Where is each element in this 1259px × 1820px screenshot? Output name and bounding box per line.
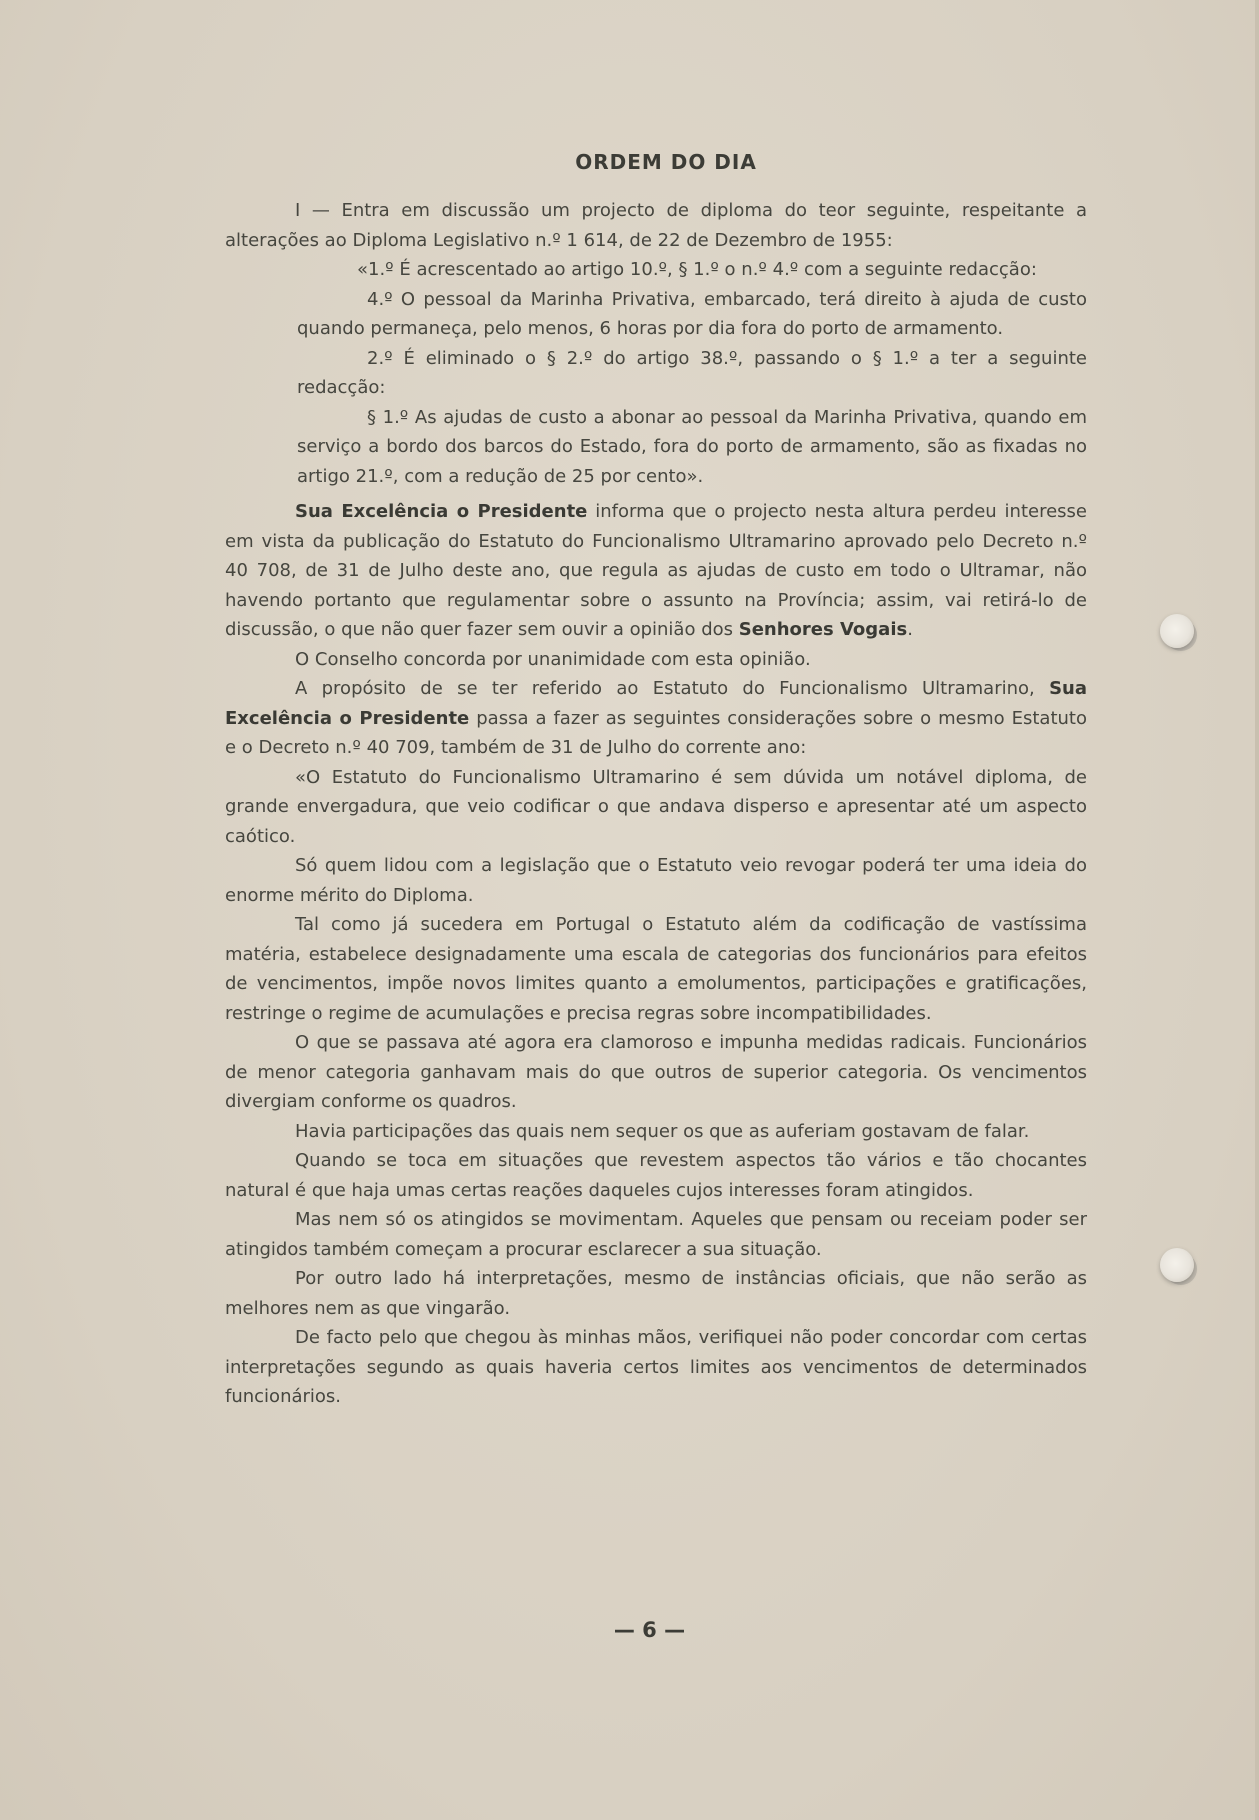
considerations-text-2: passa a fazer as seguintes considerações sobre o mesmo Estatuto e o Decreto n.º 40 709, também de 31 de Julho do corrente ano:	[225, 707, 1088, 758]
document-body	[225, 150, 1087, 1412]
quote-paragraph-3: 2.º É eliminado o § 2.º do artigo 38.º, passando o § 1.º a ter a seguinte redacção:	[297, 347, 1087, 398]
speech-paragraph: Por outro lado há interpretações, mesmo de instâncias oficiais, que não serão as melhores nem as que vingarão.	[225, 1268, 1087, 1319]
page-heading: ORDEM DO DIA	[575, 150, 757, 174]
vogais-name: Senhores Vogais	[738, 619, 908, 640]
quote-paragraph-4: § 1.º As ajudas de custo a abonar ao pessoal da Marinha Privativa, quando em serviço a bordo dos barcos do Estado, fora do porto de armamento, são as fixadas no artigo 21.º, com a redução de 25 por cento».	[297, 406, 1087, 487]
president-paragraph	[225, 497, 1087, 645]
president-name: Sua Excelência o Presidente	[295, 501, 588, 522]
punch-hole-top	[1160, 614, 1194, 648]
speech-paragraph: «O Estatuto do Funcionalismo Ultramarino é sem dúvida um notável diploma, de grande envergadura, que veio codificar o que andava disperso e apresentar até um aspecto caótico.	[225, 766, 1087, 847]
item-intro: I — Entra em discussão um projecto de diploma do teor seguinte, respeitante a alterações ao Diploma Legislativo n.º 1 614, de 22 de Dezembro de 1955:	[225, 200, 1087, 251]
speech-paragraph: O que se passava até agora era clamoroso e impunha medidas radicais. Funcionários de menor categoria ganhavam mais do que outros de superior categoria. Os vencimentos divergiam conforme os quadros.	[225, 1032, 1087, 1112]
quote-paragraph-1: «1.º É acrescentado ao artigo 10.º, § 1.º o n.º 4.º com a seguinte redacção:	[357, 259, 1037, 280]
speech-paragraph: Só quem lidou com a legislação que o Estatuto veio revogar poderá ter uma ideia do enorme mérito do Diploma.	[225, 855, 1087, 906]
page-edge	[1255, 0, 1259, 1820]
speech-paragraph: De facto pelo que chegou às minhas mãos, verifiquei não poder concordar com certas interpretações segundo as quais haveria certos limites aos vencimentos de determinados funcionários.	[225, 1327, 1087, 1407]
page-number: — 6 —	[613, 1618, 686, 1642]
considerations-president-name: Sua Excelência o Presidente	[225, 678, 1087, 729]
quote-paragraph-2: 4.º O pessoal da Marinha Privativa, embarcado, terá direito à ajuda de custo quando permaneça, pelo menos, 6 horas por dia fora do porto de armamento.	[297, 288, 1087, 339]
speech-paragraph: Tal como já sucedera em Portugal o Estatuto além da codificação de vastíssima matéria, estabelece designadamente uma escala de categorias dos funcionários para efeitos de vencimentos, impõe novos limites quanto a emolumentos, participações e gratificações, restringe o regime de acumulações e precisa regras sobre incompatibilidades.	[225, 914, 1087, 1024]
speech-paragraph: Quando se toca em situações que revestem aspectos tão vários e tão chocantes natural é que haja umas certas reações daqueles cujos interesses foram atingidos.	[225, 1150, 1087, 1201]
president-text-end: .	[907, 619, 913, 640]
council-paragraph: O Conselho concorda por unanimidade com esta opinião.	[295, 648, 811, 670]
considerations-paragraph	[225, 674, 1087, 763]
speech-paragraph: Mas nem só os atingidos se movimentam. Aqueles que pensam ou receiam poder ser atingidos também começam a procurar esclarecer a sua situação.	[225, 1209, 1087, 1260]
speech-paragraph: Havia participações das quais nem sequer os que as auferiam gostavam de falar.	[295, 1120, 1030, 1142]
quoted-project	[297, 255, 1087, 491]
punch-hole-bottom	[1160, 1248, 1194, 1282]
considerations-text-1: A propósito de se ter referido ao Estatuto do Funcionalismo Ultramarino,	[295, 678, 1050, 699]
president-text: informa que o projecto nesta altura perdeu interesse em vista da publicação do Estatuto do Funcionalismo Ultramarino aprovado pelo Decreto n.º 40 708, de 31 de Julho deste ano, que regula as ajudas de custo em todo o Ultramar, não havendo portanto que regulamentar sobre o assunto na Província; assim, vai retirá-lo de discussão, o que não quer fazer sem ouvir a opinião dos	[225, 501, 1088, 640]
